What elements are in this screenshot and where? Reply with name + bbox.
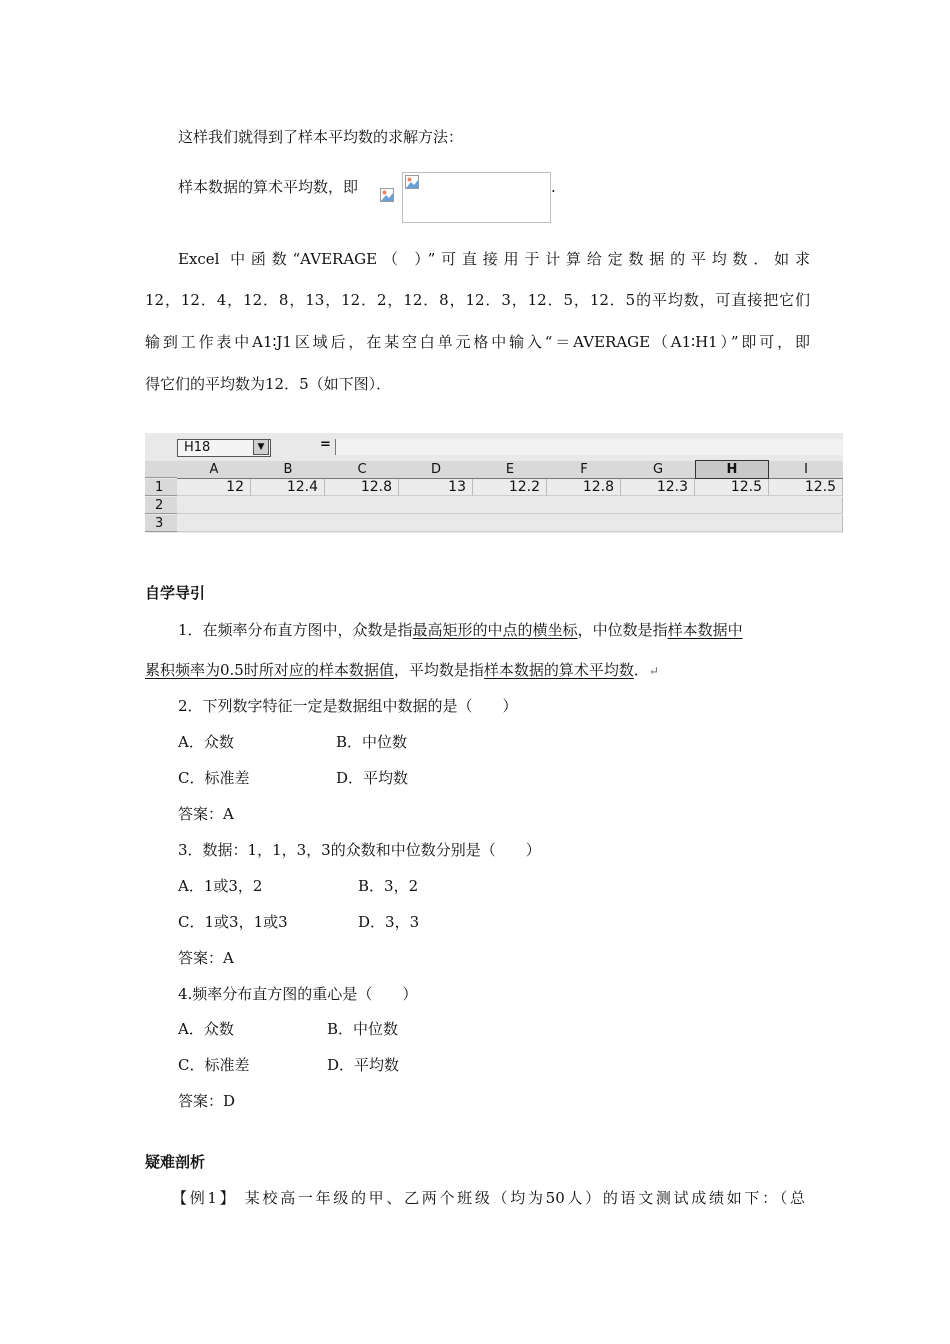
- column-header: F: [547, 461, 622, 479]
- period: .: [551, 178, 556, 196]
- sheet-empty-row: [177, 497, 843, 514]
- formula-bar: [335, 439, 843, 455]
- column-header-selected: H: [695, 460, 769, 479]
- column-header: C: [325, 461, 400, 479]
- q4-answer: 答案：D: [178, 1092, 236, 1110]
- sheet-cell: 12: [177, 479, 251, 496]
- row-header: 3: [145, 515, 177, 532]
- section-heading: 疑难剖析: [145, 1153, 206, 1171]
- sheet-cell: 12.8: [547, 479, 621, 496]
- name-box: H18: [177, 439, 271, 457]
- q3-option-b: B．3，2: [358, 877, 419, 895]
- row-header: 1: [145, 479, 177, 496]
- column-header: D: [399, 461, 474, 479]
- q3-option-d: D．3，3: [358, 913, 420, 931]
- chevron-down-icon: ▼: [253, 439, 269, 455]
- q2-stem: 2．下列数字特征一定是数据组中数据的是（ ）: [178, 697, 518, 715]
- paragraph-mean-definition: 样本数据的算术平均数，即: [178, 178, 359, 196]
- q4-option-c: C．标准差: [178, 1056, 250, 1074]
- q1-line2: 累积频率为0.5时所对应的样本数据值，平均数是指样本数据的算术平均数．↵: [145, 661, 659, 679]
- column-header: E: [473, 461, 548, 479]
- excel-paragraph-line: 12，12．4，12．8，13，12．2，12．8，12．3，12．5，12．5的平均数，可直接把它们: [145, 291, 810, 309]
- q4-option-b: B．中位数: [327, 1020, 399, 1038]
- q2-option-a: A．众数: [178, 733, 234, 751]
- column-header: I: [769, 461, 843, 479]
- q3-answer: 答案：A: [178, 949, 234, 967]
- excel-paragraph-line: 得它们的平均数为12．5（如下图）．: [145, 375, 392, 393]
- row-header: 2: [145, 497, 177, 514]
- formula-image-placeholder: [402, 172, 551, 223]
- q4-option-a: A．众数: [178, 1020, 234, 1038]
- broken-image-icon: [405, 175, 419, 189]
- corner-cell: [145, 461, 177, 478]
- q4-option-d: D．平均数: [327, 1056, 400, 1074]
- column-header: A: [177, 461, 252, 479]
- sheet-cell: 12.5: [695, 479, 769, 496]
- formula-equals: =: [320, 437, 331, 452]
- broken-image-icon: [380, 188, 394, 202]
- sheet-cell: 12.8: [325, 479, 399, 496]
- sheet-cell: 12.5: [769, 479, 843, 496]
- q2-option-b: B．中位数: [336, 733, 408, 751]
- sheet-cell: 12.3: [621, 479, 695, 496]
- excel-paragraph-line: 输到工作表中A1∶J1区域后，在某空白单元格中输入“＝AVERAGE（A1∶H1）”即可，即: [145, 333, 810, 351]
- example-1-text: 【例1】 某校高一年级的甲、乙两个班级（均为50人）的语文测试成绩如下：（总: [172, 1189, 805, 1207]
- excel-paragraph-line: Excel 中函数“AVERAGE（ ）”可直接用于计算给定数据的平均数．如求: [178, 250, 810, 268]
- q4-stem: 4.频率分布直方图的重心是（ ）: [178, 985, 418, 1003]
- sheet-cell: 13: [399, 479, 473, 496]
- sheet-cell: 12.4: [251, 479, 325, 496]
- paragraph-mark-icon: ↵: [648, 664, 659, 678]
- spreadsheet-image: [145, 433, 843, 533]
- section-heading: 自学导引: [145, 584, 206, 602]
- sheet-empty-row: [177, 515, 843, 532]
- q2-option-c: C．标准差: [178, 769, 250, 787]
- column-header: G: [621, 461, 696, 479]
- q1-line1: 1．在频率分布直方图中，众数是指最高矩形的中点的横坐标，中位数是指样本数据中: [178, 621, 743, 639]
- sheet-cell: 12.2: [473, 479, 547, 496]
- q2-option-d: D．平均数: [336, 769, 409, 787]
- q3-option-a: A．1或3，2: [178, 877, 263, 895]
- column-header: B: [251, 461, 326, 479]
- q3-stem: 3．数据：1，1，3，3的众数和中位数分别是（ ）: [178, 841, 541, 859]
- q2-answer: 答案：A: [178, 805, 234, 823]
- q3-option-c: C．1或3，1或3: [178, 913, 288, 931]
- paragraph-method-intro: 这样我们就得到了样本平均数的求解方法：: [178, 128, 464, 146]
